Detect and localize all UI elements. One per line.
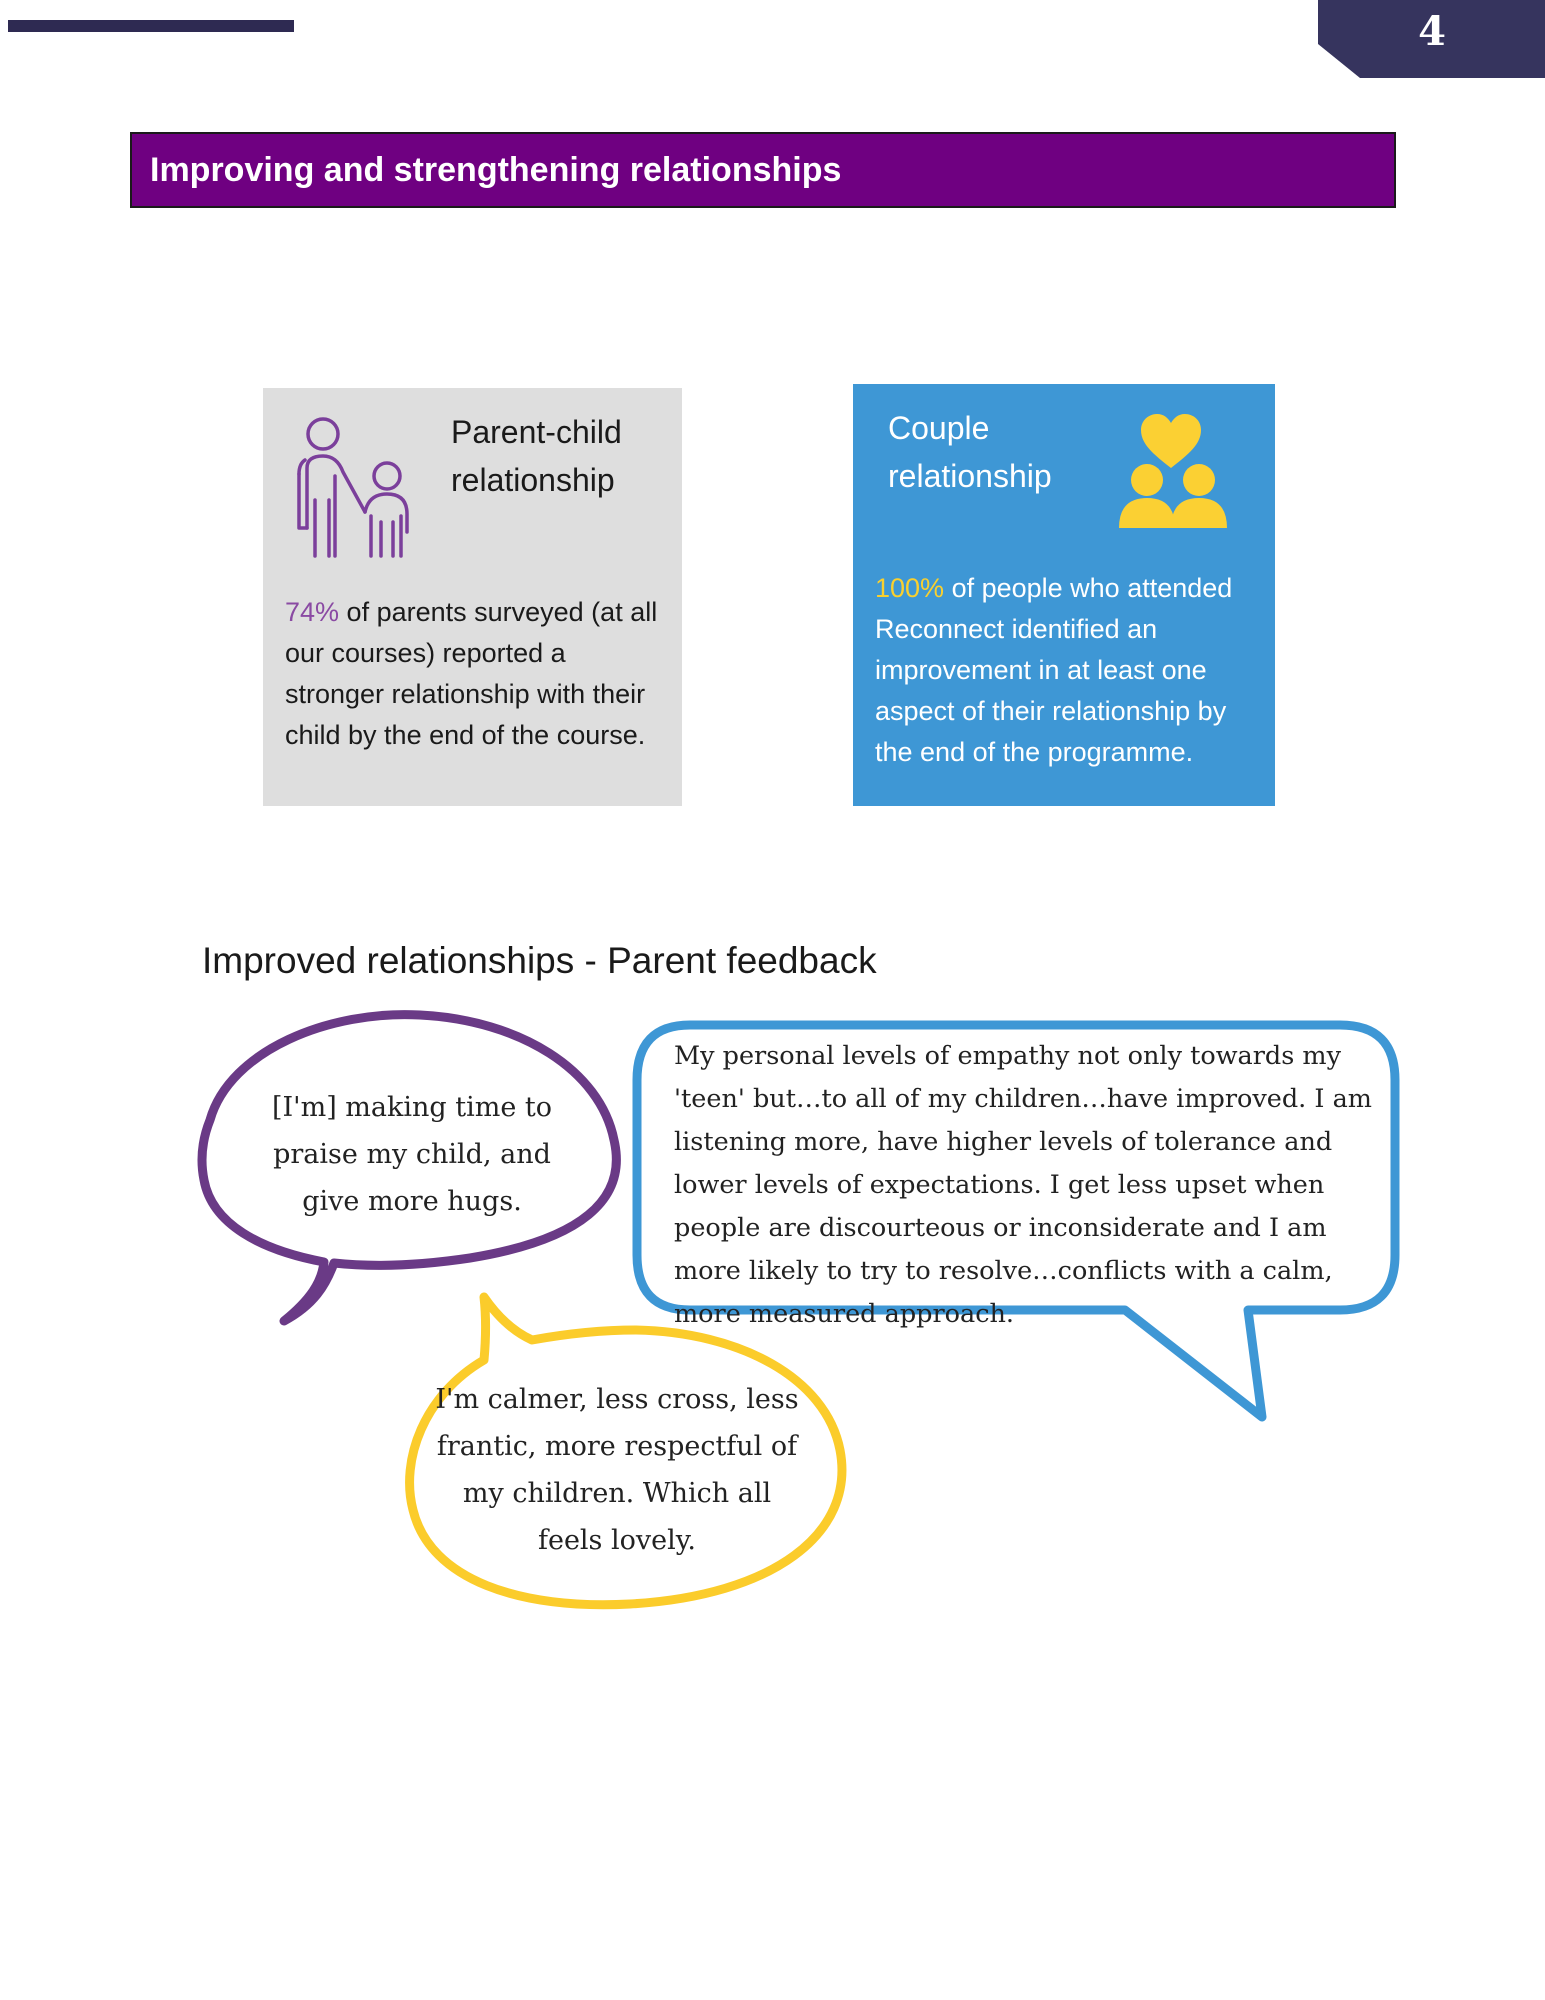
- parent-child-stat: 74%: [285, 597, 340, 627]
- couple-title: Couple relationship: [888, 410, 1052, 494]
- quote-blue: My personal levels of empathy not only towards my 'teen' but…to all of my children…have improved. I am listening more, have higher levels of tolerance and lower levels of expectations. I get less upset when people are discourteous or inconsiderate and I am more likely to try to resolve…conflicts with a calm, more measured approach.: [674, 1041, 1372, 1329]
- feedback-heading: Improved relationships - Parent feedback: [202, 940, 877, 981]
- parent-child-title: Parent-child relationship: [451, 414, 622, 498]
- quote-yellow: I'm calmer, less cross, less frantic, more respectful of my children. Which all feels lovely.: [435, 1384, 799, 1556]
- page-number: 4: [1418, 8, 1446, 55]
- couple-stat-text: 100% of people who attended Reconnect identified an improvement in at least one aspect of their relationship by the end of the programme.: [875, 573, 1233, 767]
- parent-child-stat-text: 74% of parents surveyed (at all our courses) reported a stronger relationship with their child by the end of the course.: [285, 597, 658, 750]
- quote-purple: [I'm] making time to praise my child, and give more hugs.: [271, 1092, 553, 1217]
- couple-stat: 100%: [875, 573, 945, 603]
- section-title: Improving and strengthening relationships: [130, 132, 1396, 208]
